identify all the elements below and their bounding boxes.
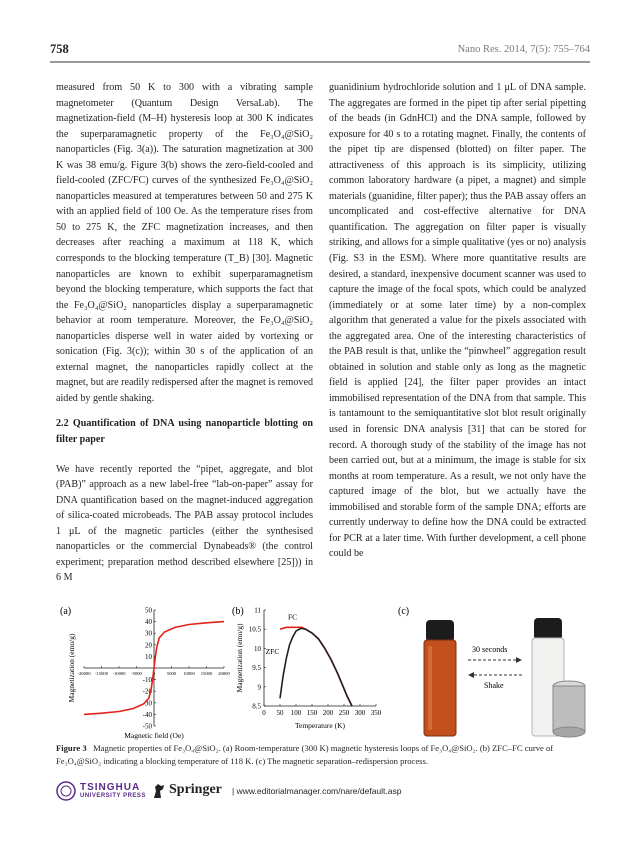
arrow-left-head: [468, 672, 474, 678]
y-tick-label: -20: [142, 687, 152, 696]
y-tick-label: -50: [142, 722, 152, 731]
springer-horse-icon: [152, 783, 166, 799]
x-tick-label: 250: [338, 709, 350, 717]
x-tick-label: 20000: [218, 671, 230, 676]
separation-photo: [424, 618, 585, 737]
x-tick-label: -5000: [131, 671, 142, 676]
panel-c-label: (c): [398, 606, 410, 617]
y-tick-label: 9: [257, 683, 261, 692]
springer-logo: Springer: [169, 782, 222, 797]
x-tick-label: 100: [290, 709, 302, 717]
x-tick-label: 300: [354, 709, 366, 717]
x-axis-label: Magnetic field (Oe): [124, 731, 184, 740]
y-tick-label: 8.5: [252, 702, 261, 711]
tsinghua-seal-icon: [56, 781, 76, 801]
x-tick-label: 5000: [166, 671, 177, 676]
x-tick-label: 150: [306, 709, 318, 717]
y-tick-label: 10.5: [248, 625, 261, 634]
arrow-bottom-label: Shake: [484, 681, 504, 690]
x-tick-label: -10000: [112, 671, 126, 676]
y-tick-label: 10: [145, 652, 152, 661]
caption-label: Figure 3: [56, 743, 87, 753]
arrow-top-label: 30 seconds: [472, 645, 508, 654]
annotation-fc: FC: [288, 612, 298, 622]
annotation-zfc: ZFC: [265, 647, 280, 657]
y-tick-label: 20: [145, 641, 152, 650]
figure-caption: [56, 742, 586, 767]
y-tick-label: -40: [142, 710, 152, 719]
y-tick-label: 10: [254, 644, 261, 653]
caption-text: Magnetic properties of Fe₃O₄@SiO₂. (a) Room-temperature (300 K) magnetic hysteresis loops of Fe₃O₄@SiO₂. (b) ZFC–FC curve of Fe₃O₄@SiO₂ indicating a blocking temperature of 118 K. (c) The magnetic separation–redispersion process.: [56, 743, 554, 766]
page-footer: [56, 781, 596, 803]
x-tick-label: 0: [152, 671, 156, 676]
tsinghua-press: UNIVERSITY PRESS: [80, 793, 146, 799]
y-tick-label: 11: [254, 606, 261, 615]
tsinghua-name: TSINGHUA: [80, 782, 141, 793]
y-tick-label: -10: [142, 676, 152, 685]
left-column: [56, 80, 313, 586]
vial-cap: [534, 618, 562, 640]
x-tick-label: 50: [276, 709, 284, 717]
panel-a-label: (a): [60, 606, 72, 617]
x-tick-label: 350: [370, 709, 382, 717]
section-heading: 2.2 Quantification of DNA using nanoparticle blotting on filter paper: [56, 418, 313, 446]
y-tick-label: 50: [145, 606, 152, 615]
x-axis-label: Temperature (K): [294, 721, 346, 730]
series-line-zfc: [280, 628, 352, 706]
y-tick-label: 9.5: [252, 664, 261, 673]
header-rule: [50, 61, 590, 63]
y-tick-label: -30: [142, 699, 152, 708]
magnet: [553, 686, 585, 732]
vial-highlight: [428, 646, 432, 730]
journal-citation: Nano Res. 2014, 7(5): 755–764: [457, 44, 590, 55]
paragraph: measured from 50 K to 300 with a vibrating sample magnetometer (Quantum Design VersaLab). The magnetization-field (M–H) hysteresis loop at 300 K indicates the superparamagnetic property of the Fe₃O₄@SiO₂ nanoparticles (Fig. 3(a)). The saturation magnetization at 300 K was 38 emu/g. Figure 3(b) shows the zero-field-cooled and field-cooled (ZFC/FC) curves of the synthesized Fe₃O₄@SiO₂ nanoparticles measured at temperatures between 50 and 275 K with an applied field of 100 Oe. As the temperature rises from 50 to 275 K, the ZFC magnetization increases, and then decreases after reaching a maximum at 118 K, which corresponds to the blocking temperature (T_B) [30]. Magnetic nanoparticles are known to exhibit superparamagnetism beyond the blocking temperature, which supports the fact that the Fe₃O₄@SiO₂ nanoparticles display a superparamagnetic behavior at room temperature. Moreover, the Fe₃O₄@SiO₂ nanoparticles disperse well in water aided by vortexing or sonication (Fig. 3(c)); within 30 s of the application of an external magnet, the nanoparticles rapidly collect at the magnet, but are readily redispersed after the magnet is removed aided by gentle shaking.: [56, 82, 313, 404]
y-axis-label: Magnetization (emu/g): [67, 633, 76, 703]
chart-b: [235, 607, 382, 731]
paragraph: guanidinium hydrochloride solution and 1 μL of DNA sample. The aggregates are formed in the pipet tip after serial pipetting of the beads (in GdnHCl) and the DNA sample, followed by exposure for 40 s to a rotating magnet. Finally, the contents of the pipet tip are dispensed (blotted) on filter paper. The attractiveness of this approach is its simplicity, utilizing common laboratory hardware (a pipet, a magnet) and simple materials (guanidine, filter paper); thus the PAB assay offers an uncomplicated and cost-effective alternative for DNA quantification. The aggregation on filter paper is visually striking, and allows for a simple qualitative (yes or no) analysis (Fig. S3 in the ESM). Where more quantitative results are desired, a standard, inexpensive document scanner was used to capture the image of the focal spots, which could be analyzed (immediately or at some later time) by a non-complex algorithm that generated a value for the pixels associated with the aggregated area. One of the interesting characteristics of the PAB result is that, unlike the “pinwheel” aggregation result obtained in solution and stable only as long as the magnetic field is applied [24], the filter paper provides an intact immobilised representation of the DNA from that sample. This is tantamount to the semiquantitative slot blot result originally used in forensic DNA analysis [31] that can be stored for record. A thorough study of the stability of the image has not been carried out, but at a minimum, the image is stable for six months at room temperature. As a result, we not only have the captured image of the blot, but we actually have the immobilised and storable form of the sample DNA; efforts are currently underway to define how the DNA could be extracted for PCR at a later time. With further development, a cell phone could be: [329, 82, 586, 560]
y-axis-label: Magnetization (emu/g): [235, 623, 244, 693]
figure-3: [56, 600, 588, 740]
x-tick-label: -20000: [77, 671, 91, 676]
footer-url: | www.editorialmanager.com/nare/default.asp: [232, 786, 402, 796]
x-tick-label: 10000: [183, 671, 195, 676]
arrow-right-head: [516, 657, 522, 663]
page-number: 758: [50, 42, 69, 56]
right-column: [329, 80, 586, 562]
paragraph: We have recently reported the “pipet, aggregate, and blot (PAB)” approach as a new label-free “lab-on-paper” assay for DNA quantification based on the magnet-induced aggregation of silica-coated microbeads. The PAB assay protocol includes 1 μL of the magnetic particles (either the synthesised nanoparticles or the commercial Dynabeads® (the control experiment; preparation method described elsewhere [25])) in 6 M: [56, 463, 313, 584]
x-tick-label: -15000: [94, 671, 109, 676]
panel-b-label: (b): [232, 606, 244, 617]
chart-a: [67, 607, 230, 741]
series-line-fc: [280, 627, 352, 706]
page-header: [50, 42, 590, 64]
vial-cap: [426, 620, 454, 642]
y-tick-label: 30: [145, 629, 152, 638]
x-tick-label: 0: [262, 709, 266, 717]
magnet-bottom: [553, 727, 585, 737]
y-tick-label: 40: [145, 618, 152, 627]
x-tick-label: 15000: [200, 671, 213, 676]
x-tick-label: 200: [322, 709, 334, 717]
